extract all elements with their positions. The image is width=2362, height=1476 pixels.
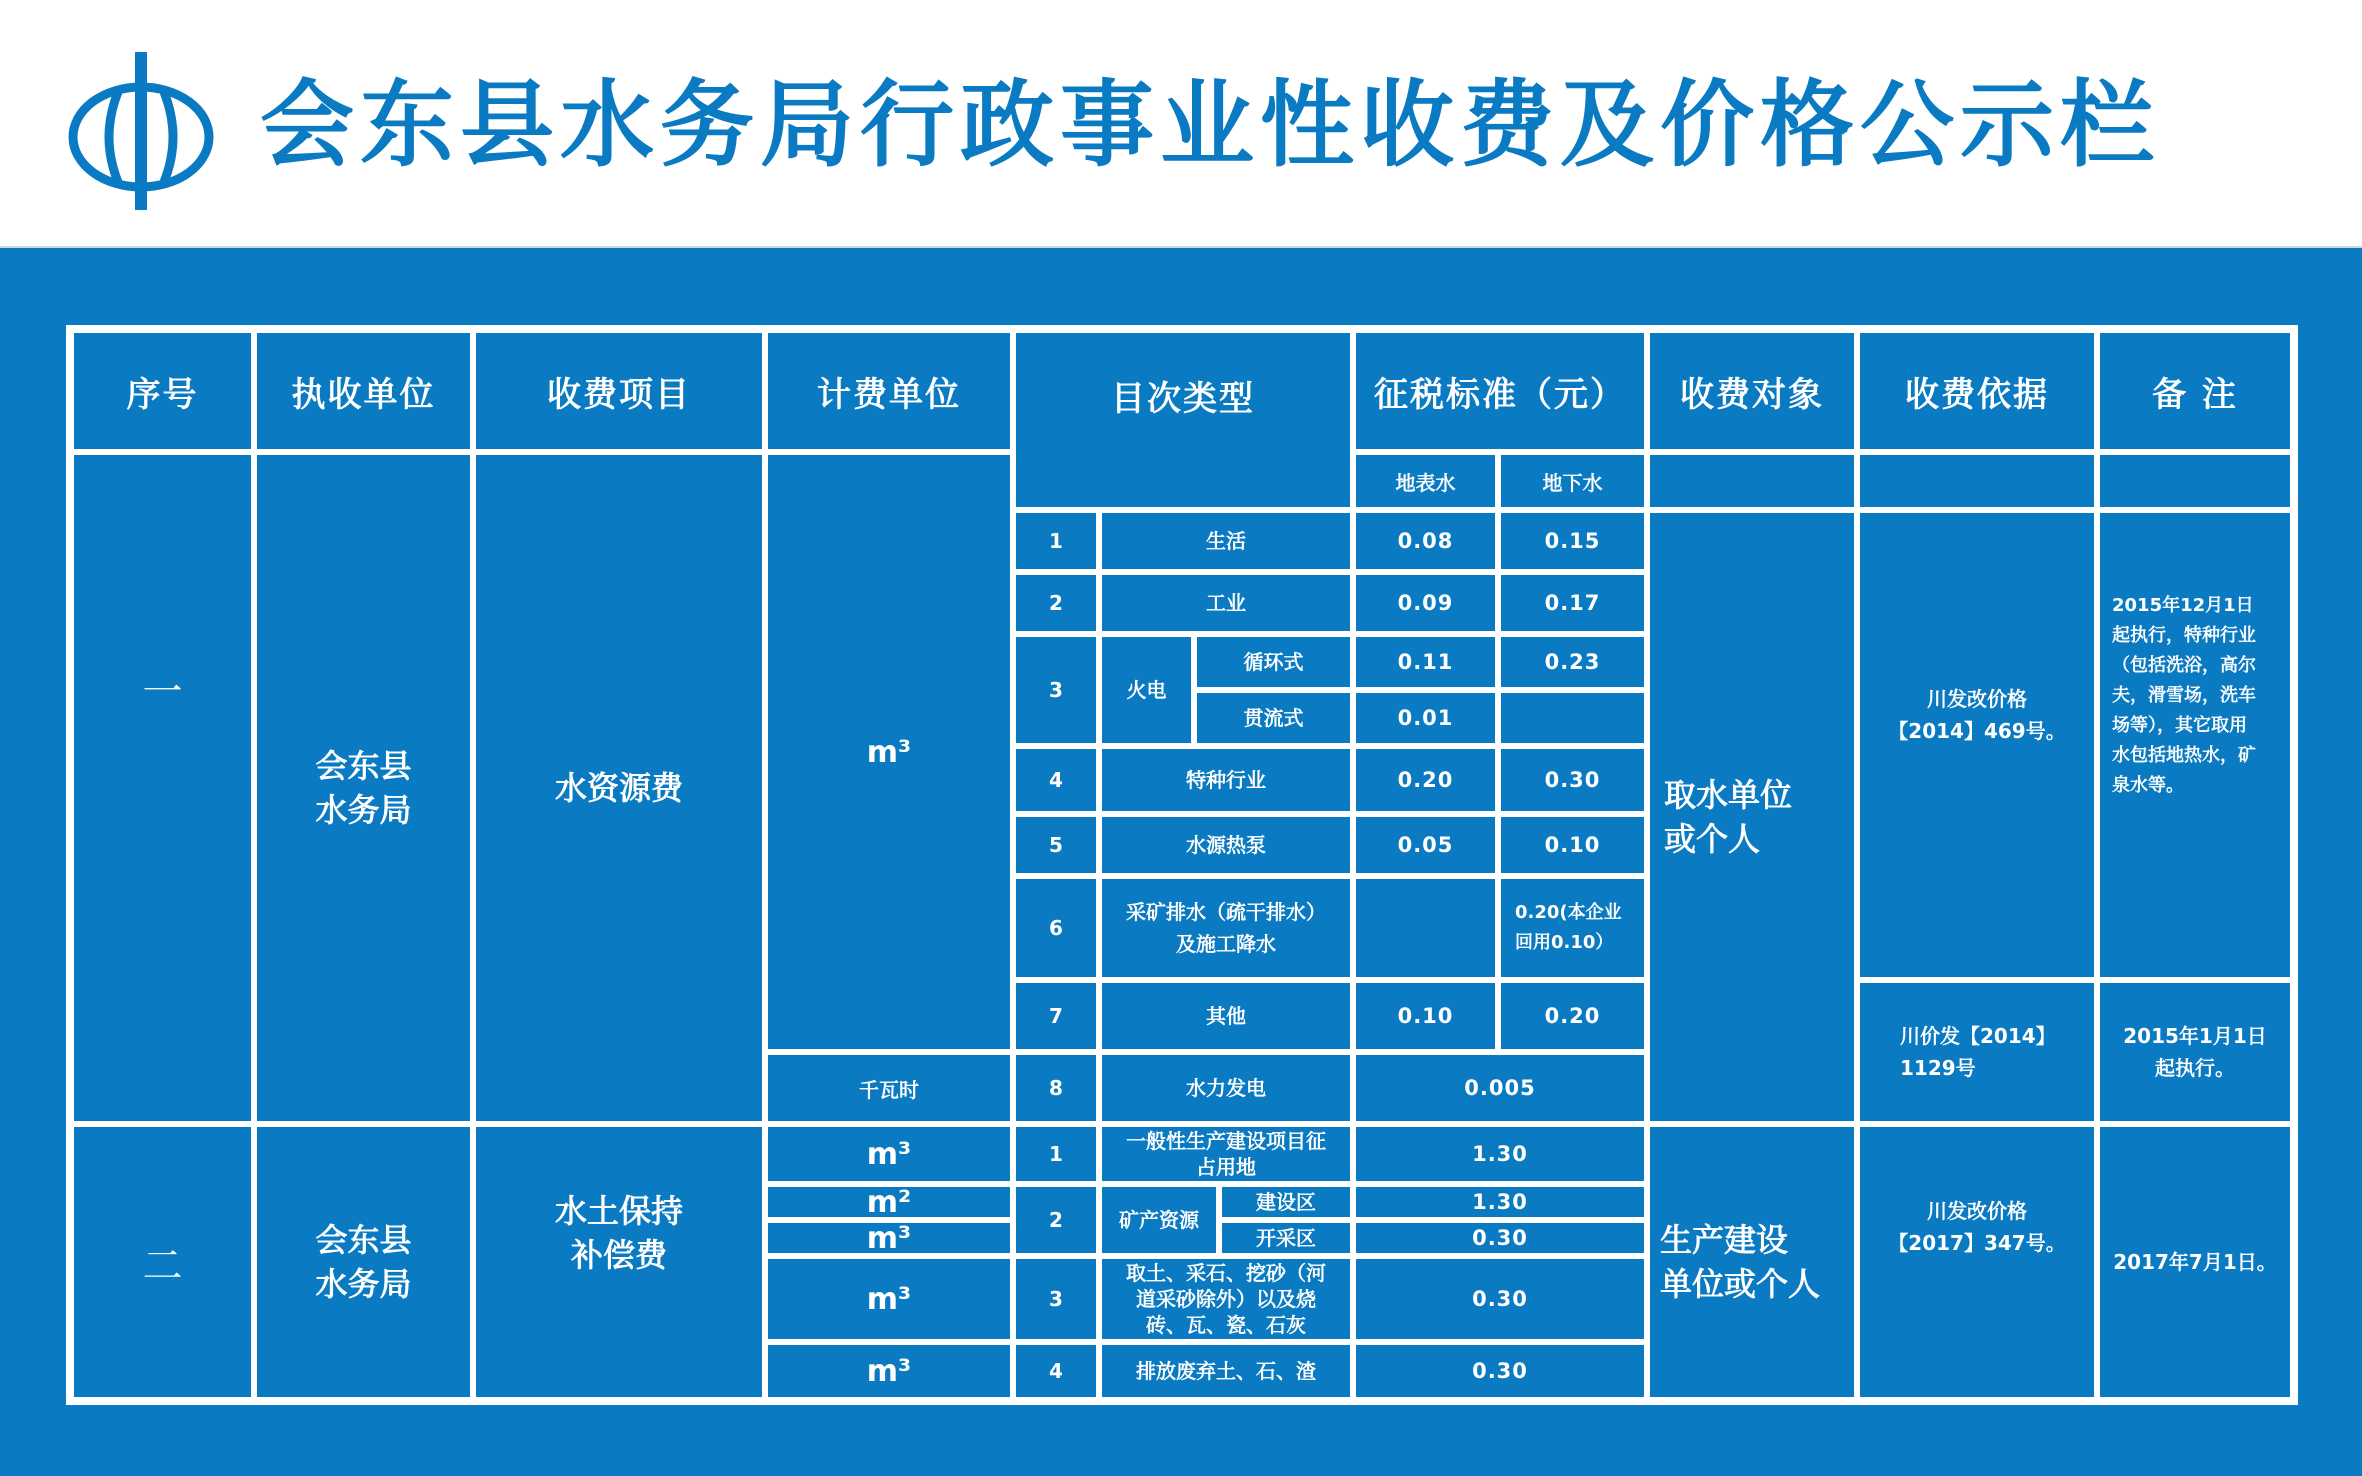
fee-table <box>66 325 2298 1405</box>
section1-agency: 会东县 水务局 <box>254 452 473 1124</box>
s1-row6-name: 采矿排水（疏干排水） 及施工降水 <box>1099 876 1353 980</box>
s2-row1-unit: m³ <box>765 1124 1013 1184</box>
s1-row7-name: 其他 <box>1099 980 1353 1052</box>
s1-row3-no: 3 <box>1013 634 1099 746</box>
s2-row4-no: 4 <box>1013 1342 1099 1400</box>
header-banner <box>0 0 2362 248</box>
section2-seq: 二 <box>71 1124 254 1400</box>
section1-seq: 一 <box>71 452 254 1124</box>
s1-row2-surface: 0.09 <box>1353 572 1498 634</box>
col-header-payer-blank <box>1647 452 1857 510</box>
section2-remark: 2017年7月1日。 <box>2097 1124 2293 1400</box>
s1-row7-no: 7 <box>1013 980 1099 1052</box>
s1-row1-surface: 0.08 <box>1353 510 1498 572</box>
col-header-standard: 征税标准（元） <box>1353 330 1647 452</box>
s1-row5-name: 水源热泵 <box>1099 814 1353 876</box>
section1-unit-kwh: 千瓦时 <box>765 1052 1013 1124</box>
s2-row4-unit: m³ <box>765 1342 1013 1400</box>
s2-row1-no: 1 <box>1013 1124 1099 1184</box>
section1-remark-1: 2015年12月1日 起执行，特种行业 （包括洗浴，高尔 夫，滑雪场，洗车 场等），其它取用 水包括地热水，矿 泉水等。 <box>2097 510 2293 980</box>
s1-row1-no: 1 <box>1013 510 1099 572</box>
s2-row1-name: 一般性生产建设项目征 占用地 <box>1099 1124 1353 1184</box>
s1-row6-ground: 0.20(本企业 回用0.10） <box>1498 876 1647 980</box>
section2-agency: 会东县 水务局 <box>254 1124 473 1400</box>
s1-row7-surface: 0.10 <box>1353 980 1498 1052</box>
s1-row3-sub1-surface: 0.11 <box>1353 634 1498 690</box>
s2-row3-unit: m³ <box>765 1256 1013 1342</box>
s2-row1-value: 1.30 <box>1353 1124 1647 1184</box>
s1-row1-name: 生活 <box>1099 510 1353 572</box>
s1-row6-surface <box>1353 876 1498 980</box>
col-header-seq: 序号 <box>71 330 254 452</box>
col-header-surface-water: 地表水 <box>1353 452 1498 510</box>
s2-row3-no: 3 <box>1013 1256 1099 1342</box>
section1-basis-1: 川发改价格 【2014】469号。 <box>1857 510 2097 980</box>
s1-row6-no: 6 <box>1013 876 1099 980</box>
s1-row2-no: 2 <box>1013 572 1099 634</box>
col-header-basis-blank <box>1857 452 2097 510</box>
s2-row2-sub1: 建设区 <box>1219 1184 1353 1220</box>
page-title: 会东县水务局行政事业性收费及价格公示栏 <box>260 71 2161 180</box>
col-header-remark: 备 注 <box>2097 330 2293 452</box>
s1-row3-sub1: 循环式 <box>1194 634 1353 690</box>
s1-row5-ground: 0.10 <box>1498 814 1647 876</box>
s1-row1-ground: 0.15 <box>1498 510 1647 572</box>
col-header-basis: 收费依据 <box>1857 330 2097 452</box>
s1-row3-sub1-ground: 0.23 <box>1498 634 1647 690</box>
section1-remark-2: 2015年1月1日 起执行。 <box>2097 980 2293 1124</box>
s1-row3-sub2: 贯流式 <box>1194 690 1353 746</box>
section2-item: 水土保持 补偿费 <box>473 1124 765 1400</box>
section2-basis: 川发改价格 【2017】347号。 <box>1857 1124 2097 1400</box>
s2-row3-name: 取土、采石、挖砂（河 道采砂除外）以及烧 砖、瓦、瓷、石灰 <box>1099 1256 1353 1342</box>
col-header-ground-water: 地下水 <box>1498 452 1647 510</box>
s2-row2-no: 2 <box>1013 1184 1099 1256</box>
section1-payer: 取水单位 或个人 <box>1647 510 1857 1124</box>
s2-row2-sub2-unit: m³ <box>765 1220 1013 1256</box>
s1-row4-no: 4 <box>1013 746 1099 814</box>
s1-row8-no: 8 <box>1013 1052 1099 1124</box>
col-header-agency: 执收单位 <box>254 330 473 452</box>
section1-unit-m3: m³ <box>765 452 1013 1052</box>
s1-row5-no: 5 <box>1013 814 1099 876</box>
col-header-unit: 计费单位 <box>765 330 1013 452</box>
col-header-remark-blank <box>2097 452 2293 510</box>
s1-row4-ground: 0.30 <box>1498 746 1647 814</box>
s1-row8-name: 水力发电 <box>1099 1052 1353 1124</box>
s1-row4-name: 特种行业 <box>1099 746 1353 814</box>
s1-row2-ground: 0.17 <box>1498 572 1647 634</box>
section1-item: 水资源费 <box>473 452 765 1124</box>
s1-row2-name: 工业 <box>1099 572 1353 634</box>
s2-row4-value: 0.30 <box>1353 1342 1647 1400</box>
section1-basis-2: 川价发【2014】 1129号 <box>1857 980 2097 1124</box>
s2-row2-sub2-value: 0.30 <box>1353 1220 1647 1256</box>
col-header-payer: 收费对象 <box>1647 330 1857 452</box>
col-header-category: 目次类型 <box>1013 330 1353 510</box>
s2-row2-sub1-value: 1.30 <box>1353 1184 1647 1220</box>
s2-row2-sub1-unit: m² <box>765 1184 1013 1220</box>
col-header-item: 收费项目 <box>473 330 765 452</box>
s2-row2-name: 矿产资源 <box>1099 1184 1219 1256</box>
s1-row5-surface: 0.05 <box>1353 814 1498 876</box>
s1-row4-surface: 0.20 <box>1353 746 1498 814</box>
s1-row3-sub2-ground <box>1498 690 1647 746</box>
section2-payer: 生产建设 单位或个人 <box>1647 1124 1857 1400</box>
s2-row3-value: 0.30 <box>1353 1256 1647 1342</box>
s1-row3-sub2-surface: 0.01 <box>1353 690 1498 746</box>
water-bureau-logo-icon <box>66 52 216 210</box>
s2-row2-sub2: 开采区 <box>1219 1220 1353 1256</box>
s2-row4-name: 排放废弃土、石、渣 <box>1099 1342 1353 1400</box>
s1-row3-name: 火电 <box>1099 634 1194 746</box>
s1-row7-ground: 0.20 <box>1498 980 1647 1052</box>
s1-row8-standard: 0.005 <box>1353 1052 1647 1124</box>
